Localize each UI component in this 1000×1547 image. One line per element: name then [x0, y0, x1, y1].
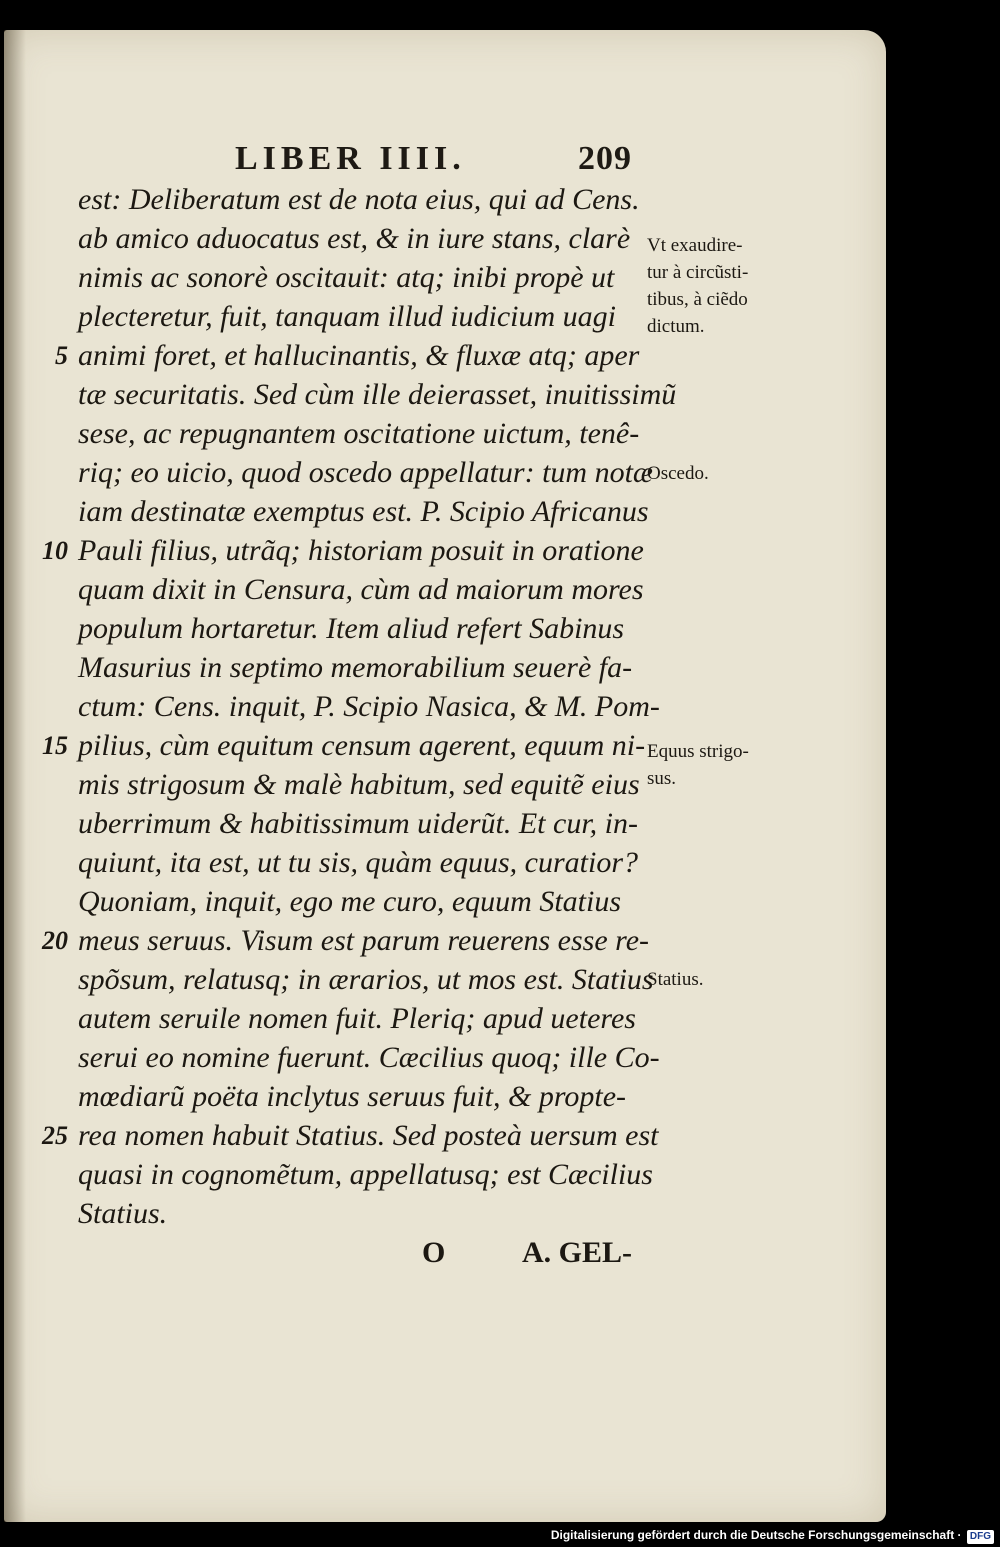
margin-note-line: tur à circũsti-	[647, 262, 749, 283]
margin-note-line: Statius.	[647, 969, 704, 990]
text-line: ab amico aduocatus est, & in iure stans, clarè	[78, 222, 631, 255]
margin-note	[647, 738, 877, 792]
line-number: 25	[42, 1121, 68, 1150]
text-line: meus seruus. Visum est parum reuerens esse re-	[78, 924, 650, 957]
text-line: Quoniam, inquit, ego me curo, equum Statius	[78, 885, 622, 918]
text-line: mis strigosum & malè habitum, sed equitẽ eius	[78, 768, 640, 801]
margin-note	[647, 460, 877, 487]
text-line: riq; eo uicio, quod oscedo appellatur: tum notæ	[78, 456, 653, 489]
line-number: 15	[42, 731, 68, 760]
dfg-banner	[551, 1525, 994, 1545]
margin-note-line: tibus, à ciẽdo	[647, 289, 748, 310]
text-line: sese, ac repugnantem oscitatione uictum, tenê-	[78, 417, 640, 450]
text-line: mœdiarũ poëta inclytus seruus fuit, & propte-	[78, 1080, 627, 1113]
text-line: spõsum, relatusq; in ærarios, ut mos est. Statius	[78, 963, 654, 996]
text-line: quam dixit in Censura, cùm ad maiorum mores	[78, 573, 644, 606]
text-line: quiunt, ita est, ut tu sis, quàm equus, curatior?	[78, 846, 639, 879]
catchword: A. GEL-	[522, 1236, 633, 1269]
margin-note-line: dictum.	[647, 316, 705, 337]
page-number: 209	[578, 140, 632, 177]
text-line: uberrimum & habitissimum uiderũt. Et cur, in-	[78, 807, 638, 840]
margin-note-line: Vt exaudire-	[647, 235, 743, 256]
text-line: ctum: Cens. inquit, P. Scipio Nasica, & M. Pom-	[78, 690, 660, 723]
text-line: est: Deliberatum est de nota eius, qui ad Cens.	[78, 183, 640, 216]
line-number: 20	[42, 926, 68, 955]
text-line: rea nomen habuit Statius. Sed posteà uersum est	[78, 1119, 659, 1152]
line-number: 5	[55, 341, 68, 370]
running-title: LIBER IIII.	[235, 140, 466, 177]
text-line: Statius.	[78, 1197, 168, 1230]
text-line: Pauli filius, utrãq; historiam posuit in oratione	[78, 534, 644, 567]
margin-note-line: Oscedo.	[647, 463, 709, 484]
text-line: animi foret, et hallucinantis, & fluxæ atq; aper	[78, 339, 640, 372]
margin-note-line: Equus strigo-	[647, 741, 749, 762]
text-line: quasi in cognomẽtum, appellatusq; est Cæcilius	[78, 1158, 653, 1191]
text-line: nimis ac sonorè oscitauit: atq; inibi propè ut	[78, 261, 615, 294]
text-line: iam destinatæ exemptus est. P. Scipio Africanus	[78, 495, 649, 528]
margin-note	[647, 966, 877, 993]
margin-note	[647, 232, 877, 340]
text-line: serui eo nomine fuerunt. Cæcilius quoq; ille Co-	[78, 1041, 660, 1074]
text-line: tæ securitatis. Sed cùm ille deierasset, inuitissimũ	[78, 378, 677, 411]
page-footer	[0, 1236, 1000, 1276]
banner-text: Digitalisierung gefördert durch die Deutsche Forschungsgemeinschaft ·	[550, 1528, 962, 1542]
text-line: autem seruile nomen fuit. Pleriq; apud ueteres	[78, 1002, 636, 1035]
text-line: pilius, cùm equitum censum agerent, equum ni-	[78, 729, 646, 762]
text-line: Masurius in septimo memorabilium seuerè fa-	[78, 651, 633, 684]
text-line: populum hortaretur. Item aliud refert Sabinus	[78, 612, 625, 645]
signature-mark: O	[422, 1236, 446, 1269]
dfg-logo: DFG	[967, 1530, 994, 1544]
text-line: plecteretur, fuit, tanquam illud iudicium uagi	[78, 300, 617, 333]
margin-note-line: sus.	[647, 768, 677, 789]
line-number: 10	[42, 536, 68, 565]
